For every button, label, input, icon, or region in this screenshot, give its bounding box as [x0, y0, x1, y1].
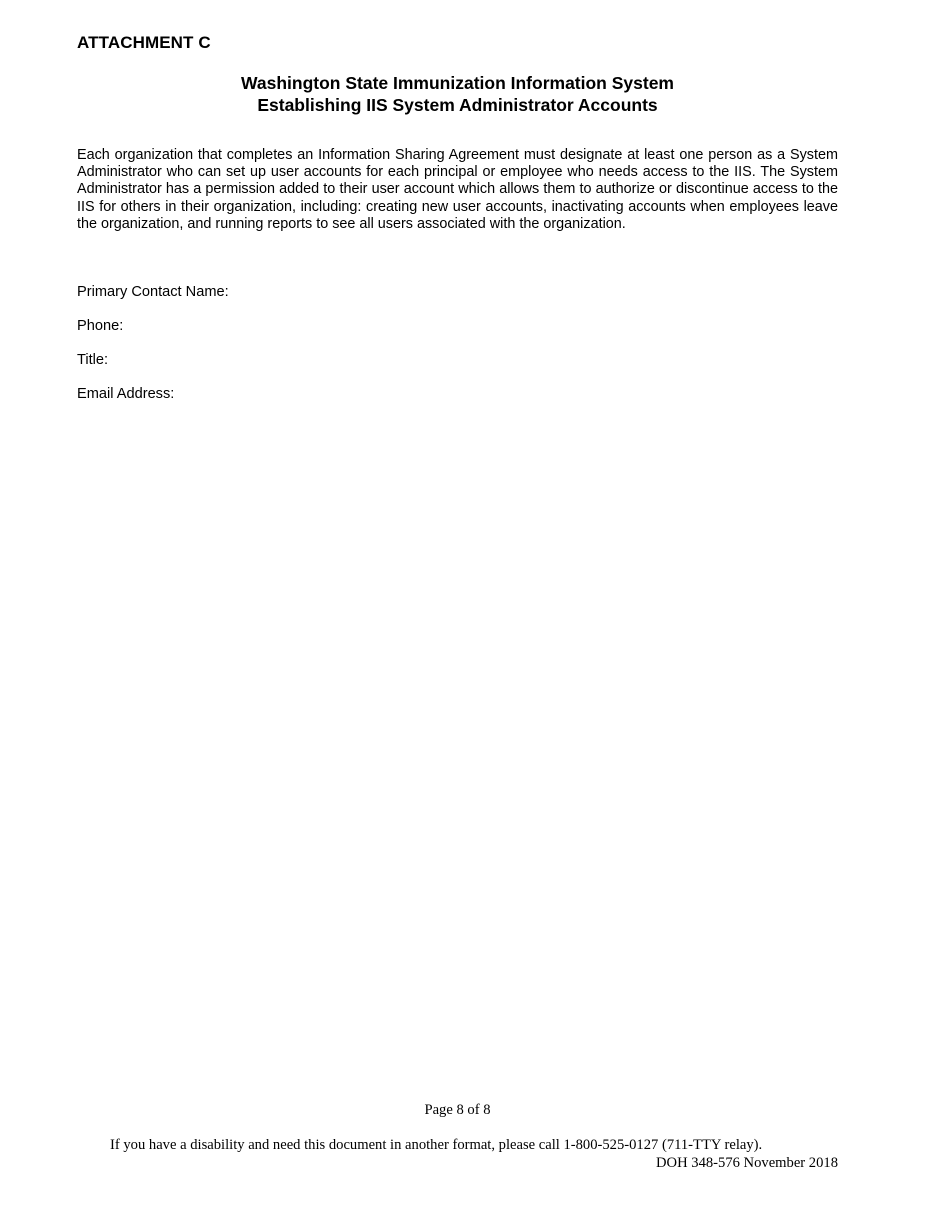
attachment-label: ATTACHMENT C [77, 33, 211, 52]
title-line-1: Washington State Immunization Information System [241, 73, 674, 93]
accessibility-note: If you have a disability and need this document in another format, please call 1-800-525-0127 (711-TTY relay). [110, 1137, 763, 1153]
intro-paragraph: Each organization that completes an Information Sharing Agreement must designate at least one person as a System Administrator who can set up user accounts for each principal or employee who needs access to the IIS. The System Administrator has a permission added to their user account which allows them to authorize or discontinue access to the IIS for others in their organization, including: creating new user accounts, inactivating accounts when employees leave the organization, and running reports to see all users associated with the organization. [77, 147, 838, 232]
document-code: DOH 348-576 November 2018 [656, 1155, 838, 1171]
email-address-label: Email Address: [77, 386, 175, 402]
title-line-2: Establishing IIS System Administrator Accounts [257, 95, 658, 115]
primary-contact-name-label: Primary Contact Name: [77, 284, 229, 300]
title-label: Title: [77, 352, 109, 368]
page-number: Page 8 of 8 [424, 1102, 491, 1118]
document-title [77, 72, 838, 116]
phone-label: Phone: [77, 318, 124, 334]
